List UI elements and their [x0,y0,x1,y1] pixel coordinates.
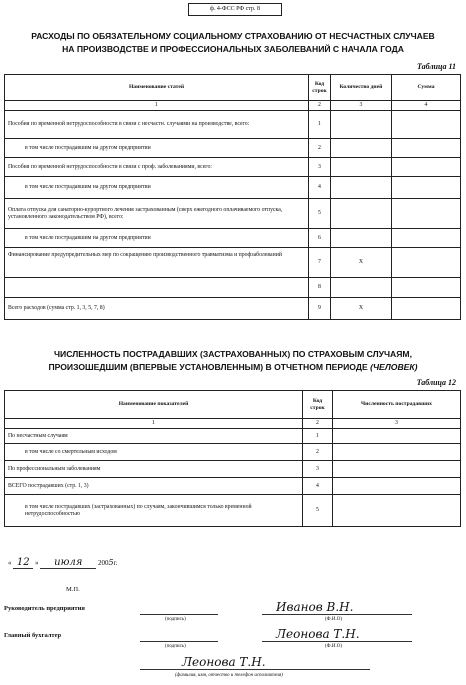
row-days-cell[interactable] [331,199,392,229]
row-value-cell[interactable] [333,495,461,527]
row-code: 4 [309,177,331,199]
table-row [5,248,461,278]
table-row [5,199,461,229]
director-name-line [262,614,412,615]
t12-colnum: 2 [303,419,333,429]
table12-label: Таблица 12 [416,378,456,387]
row-code: 5 [309,199,331,229]
table12-title-line2 [0,361,466,374]
row-code: 5 [303,495,333,527]
table12-title-line2-text: ПРОИЗОШЕДШИМ (ВПЕРВЫЕ УСТАНОВЛЕННЫМ) В ОТЧЕТНОМ ПЕРИОДЕ [48,362,368,372]
row-sum-cell[interactable] [392,139,461,158]
table-12 [4,390,461,527]
row-sum-cell[interactable] [392,158,461,177]
table11-title-line1: РАСХОДЫ ПО ОБЯЗАТЕЛЬНОМУ СОЦИАЛЬНОМУ СТРАХОВАНИЮ ОТ НЕСЧАСТНЫХ СЛУЧАЕВ [31,31,435,41]
table-11 [4,74,461,320]
row-code: 8 [309,278,331,298]
row-name: Пособия по временной нетрудоспособности в связи с несчастн. случаями на производстве, всего: [5,111,309,139]
row-sum-cell[interactable] [392,278,461,298]
accountant-name-line [262,641,412,642]
row-value-cell[interactable] [333,461,461,478]
row-sum-cell[interactable] [392,229,461,248]
t12-header-name: Наименование показателей [5,391,303,419]
t12-header-code: Код строк [303,391,333,419]
row-code: 7 [309,248,331,278]
row-days-cell[interactable] [331,111,392,139]
director-label: Руководитель предприятия [4,605,85,612]
row-code: 3 [303,461,333,478]
t11-colnum: 4 [392,101,461,111]
table12-title-line1: ЧИСЛЕННОСТЬ ПОСТРАДАВШИХ (ЗАСТРАХОВАННЫХ) ПО СТРАХОВЫМ СЛУЧАЯМ, [54,349,412,359]
row-days-cell[interactable] [331,177,392,199]
report-date [8,557,138,571]
row-code: 1 [309,111,331,139]
table11-label: Таблица 11 [417,62,456,71]
table11-title-line2: НА ПРОИЗВОДСТВЕ И ПРОФЕССИОНАЛЬНЫХ ЗАБОЛЕВАНИЙ С НАЧАЛА ГОДА [62,44,404,54]
table-row [5,139,461,158]
row-code: 9 [309,298,331,320]
director-signature-caption: (подпись) [165,617,186,622]
table-row [5,158,461,177]
table-row [5,429,461,444]
row-name: в том числе со смертельным исходом [5,444,303,461]
row-code: 6 [309,229,331,248]
t11-header-name: Наименование статей [5,75,309,101]
row-value-cell[interactable] [333,429,461,444]
row-name: ВСЕГО пострадавших (стр. 1, 3) [5,478,303,495]
row-value-cell[interactable] [333,444,461,461]
t12-colnum: 3 [333,419,461,429]
t11-colnum: 1 [5,101,309,111]
date-open-quote: « [8,559,12,567]
t11-colnum: 3 [331,101,392,111]
table-row [5,444,461,461]
row-name: По несчастным случаям [5,429,303,444]
date-close-quote: » [35,559,39,567]
row-days-cell: X [331,248,392,278]
row-sum-cell[interactable] [392,298,461,320]
t11-header-code: Код строк [309,75,331,101]
row-name: По профессиональным заболеваниям [5,461,303,478]
table12-title-unit: (ЧЕЛОВЕК) [370,362,418,372]
accountant-signature-caption: (подпись) [165,644,186,649]
table-row [5,461,461,478]
row-days-cell[interactable] [331,139,392,158]
accountant-fio-caption: (Ф.И.О) [325,644,343,649]
date-year-prefix: 200 [98,559,109,567]
director-fio-caption: (Ф.И.О) [325,617,343,622]
row-days-cell: X [331,298,392,320]
row-name: в том числе пострадавшим на другом предприятии [5,139,309,158]
executor-caption: (фамилия, имя, отчество и телефон исполнителя) [175,673,283,678]
table-row [5,177,461,199]
row-name: Пособия по временной нетрудоспособности в связи с проф. заболеваниями, всего: [5,158,309,177]
date-day[interactable]: 12 [13,557,33,569]
t11-header-sum: Сумма [392,75,461,101]
executor-name[interactable]: Леонова Т.Н. [182,655,266,669]
row-name: в том числе пострадавшим на другом предприятии [5,177,309,199]
row-sum-cell[interactable] [392,199,461,229]
table-row [5,229,461,248]
table-row [5,495,461,527]
table-row [5,111,461,139]
row-days-cell[interactable] [331,278,392,298]
director-signature-line[interactable] [140,614,218,615]
table-row [5,298,461,320]
t11-header-days: Количество дней [331,75,392,101]
stamp-place: М.П. [66,586,80,593]
accountant-name[interactable]: Леонова Т.Н. [276,627,360,641]
date-month[interactable]: июля [40,557,96,569]
date-year-digit[interactable]: 5 [108,558,114,567]
row-code: 1 [303,429,333,444]
director-name[interactable]: Иванов В.Н. [276,600,354,614]
row-name: в том числе пострадавшим на другом предприятии [5,229,309,248]
row-name: Оплата отпуска для санаторно-курортного лечения застрахованным (сверх ежегодного оплачиваемого отпуска, установленного законодательством РФ), всего: [5,199,309,229]
t12-header-count: Численность пострадавших [333,391,461,419]
row-name: в том числе пострадавших (застрахованных) по случаям, закончившимся только временной нетрудоспособностью [5,495,303,527]
row-sum-cell[interactable] [392,177,461,199]
row-code: 2 [309,139,331,158]
row-days-cell[interactable] [331,229,392,248]
t11-colnum: 2 [309,101,331,111]
row-code: 3 [309,158,331,177]
accountant-signature-line[interactable] [140,641,218,642]
row-code: 2 [303,444,333,461]
accountant-label: Главный бухгалтер [4,632,62,639]
form-code: ф. 4-ФСС РФ стр. 8 [188,3,282,16]
table-row [5,478,461,495]
row-value-cell[interactable] [333,478,461,495]
date-year-suffix: г. [113,559,118,567]
table-row [5,278,461,298]
row-name: Финансирование предупредительных мер по сокращению производственного травматизма и профзаболеваний [5,248,309,278]
row-sum-cell[interactable] [392,111,461,139]
row-name[interactable] [5,278,309,298]
row-days-cell[interactable] [331,158,392,177]
row-sum-cell[interactable] [392,248,461,278]
row-name: Всего расходов (сумма стр. 1, 3, 5, 7, 8) [5,298,309,320]
row-code: 4 [303,478,333,495]
t12-colnum: 1 [5,419,303,429]
executor-line [140,669,370,670]
